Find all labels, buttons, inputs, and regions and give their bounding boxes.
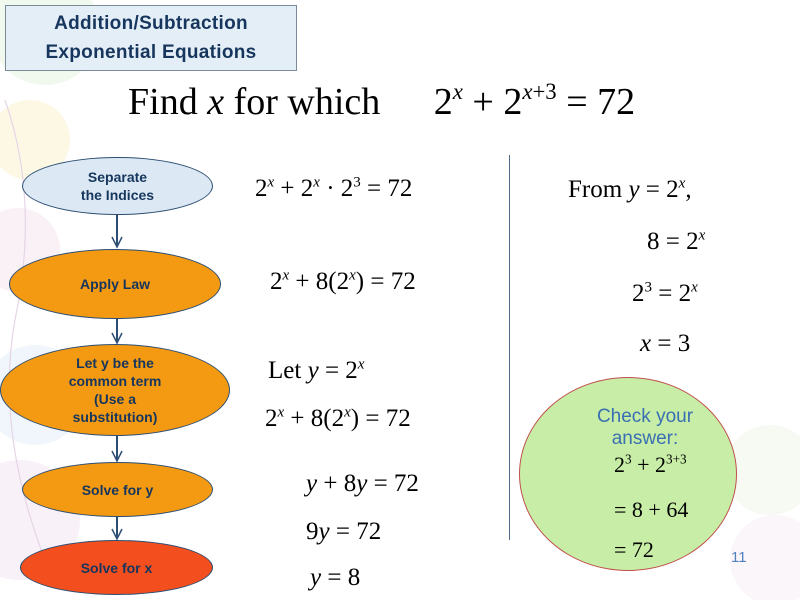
flow-step-substitution (0, 344, 230, 436)
flow-arrow-down-icon (111, 319, 123, 346)
slide-title-line-1: Addition/Subtraction (54, 13, 248, 34)
math-x-value: x = 3 (640, 330, 691, 357)
flow-step-solve-x (20, 540, 213, 595)
column-divider (509, 155, 510, 540)
flow-step-3-label: Let y be the common term (Use a substitution) (68, 355, 162, 425)
flow-step-solve-y (22, 462, 213, 517)
problem-equation: $2^x + 2^{x+3} = 72$ (433, 79, 636, 123)
math-step-collect-y: y + 8y = 72 (306, 470, 419, 497)
math-step-let-y: Let $y = 2^x$ (268, 356, 365, 384)
slide-title-box (5, 5, 297, 71)
problem-text-find: Find (128, 81, 198, 123)
page-number: 11 (731, 549, 747, 566)
math-from-y: From $y = 2^x$, (568, 175, 692, 203)
slide-title-line-2: Exponential Equations (45, 42, 257, 63)
flow-step-apply-law (9, 249, 221, 319)
problem-text-for-which: for which (233, 81, 381, 123)
check-sum: = 8 + 64 (614, 497, 689, 522)
flow-arrow-down-icon (111, 215, 123, 251)
math-step-y-value: y = 8 (310, 564, 361, 591)
check-result: = 72 (614, 537, 654, 562)
flow-arrow-down-icon (111, 517, 123, 542)
check-expression: $2^3 + 2^{3+3}$ (614, 451, 687, 477)
flow-step-4-label: Solve for y (81, 481, 154, 498)
math-2cubed-equals: $2^3 = 2^x$ (632, 279, 698, 307)
flow-step-separate-indices (22, 157, 213, 215)
math-step-apply-law: $2^x + 8(2^x) = 72$ (270, 267, 416, 295)
flow-step-5-label: Solve for x (80, 559, 153, 576)
math-step-substituted: $2^x + 8(2^x) = 72$ (265, 404, 411, 432)
problem-variable: x (207, 81, 225, 123)
problem-statement (128, 80, 635, 124)
flow-arrow-down-icon (111, 436, 123, 464)
flow-step-1-label: Separate the Indices (80, 169, 155, 203)
math-step-separate: $2^x + 2^x \cdot 2^3 = 72$ (255, 174, 413, 202)
math-step-9y: 9y = 72 (306, 518, 382, 545)
flow-step-2-label: Apply Law (79, 276, 150, 292)
check-answer-label: Check your answer: (596, 406, 694, 449)
math-8-equals: $8 = 2^x$ (647, 227, 706, 255)
